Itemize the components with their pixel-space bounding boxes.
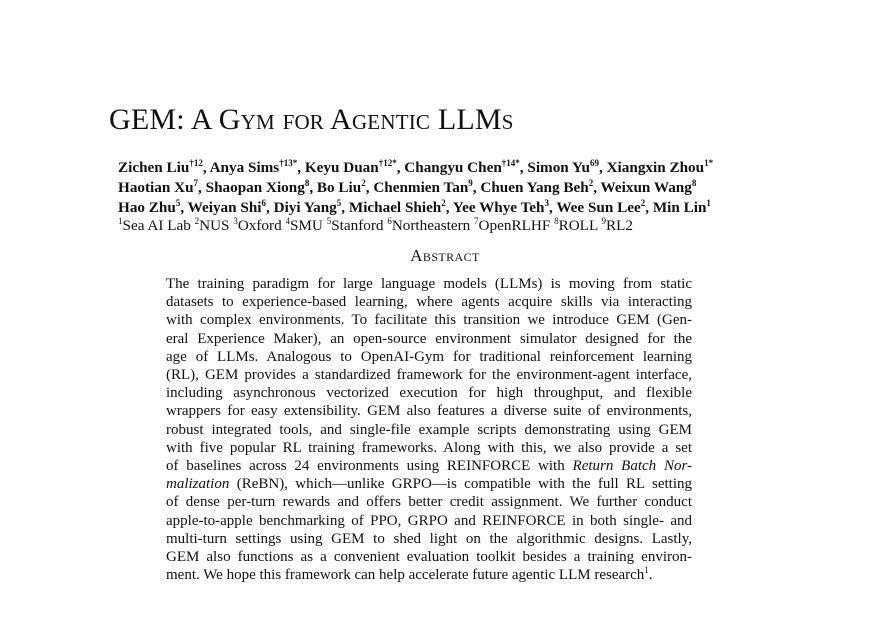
abstract-line: [166, 457, 692, 475]
abstract-line: of dense per-turn rewards and offers better credit assignment. We further conduct: [166, 494, 692, 511]
affiliation-item: [601, 217, 633, 234]
affiliation-marker: 7: [474, 216, 479, 226]
author-name-text: Changyu Chen: [404, 159, 502, 176]
author-name-text: Shaopan Xiong: [205, 179, 305, 196]
author-name-text: Weixun Wang: [600, 179, 692, 196]
abstract-line: [166, 566, 692, 584]
affiliation-name: Northeastern: [391, 217, 471, 234]
author-name: [349, 199, 446, 216]
author-name-text: Min Lin: [652, 199, 707, 216]
author-name: [210, 159, 298, 176]
affiliation-item: [195, 217, 230, 234]
author-name-text: Weiyan Shi: [187, 199, 262, 216]
abstract-line: GEM also functions as a convenient evaluation toolkit besides a training environ-: [166, 549, 692, 566]
author-name-text: Anya Sims: [209, 159, 280, 176]
affiliation-item: [327, 217, 384, 234]
author-affiliation-marker[interactable]: 8: [691, 178, 697, 188]
affiliation-list: [118, 216, 818, 236]
author-affiliation-marker[interactable]: 8: [304, 178, 310, 188]
author-name-text: Wee Sun Lee: [556, 199, 641, 216]
author-affiliation-marker[interactable]: 7: [193, 178, 199, 188]
author-name: [373, 179, 472, 196]
abstract-body: [166, 275, 692, 584]
author-line: Haotian Xu$^7$, Shaopan Xiong$^8$, Bo Liu$^2$, Chenmien Tan$^9$, Chuen Yang Beh$^2$, Weixun Wang$^8$: [118, 178, 697, 196]
affiliation-marker: 2: [194, 216, 200, 226]
affiliation-name: Oxford: [237, 217, 282, 234]
abstract-line: datasets to experience-based learning, where agents acquire skills via interacting: [166, 294, 692, 311]
author-name-text: Diyi Yang: [273, 199, 337, 216]
abstract-line: including asynchronous vectorized execution for high throughput, and flexible: [166, 385, 692, 402]
affiliation-marker: 9: [601, 216, 606, 226]
affiliation-item: [233, 217, 281, 234]
affiliation-name: ROLL: [558, 217, 598, 234]
author-affiliation-marker[interactable]: 5: [336, 198, 342, 208]
author-name: [317, 179, 366, 196]
author-affiliation-marker[interactable]: †13*: [279, 158, 298, 168]
abstract-line: with five popular RL training frameworks. Along with this, we also provide a set: [166, 439, 692, 456]
author-list: [118, 158, 818, 218]
author-name-text: Yee Whye Teh: [452, 199, 545, 216]
author-name-text: Keyu Duan: [304, 159, 379, 176]
author-name-text: Chenmien Tan: [373, 179, 469, 196]
author-affiliation-marker[interactable]: †12: [189, 158, 203, 168]
author-name: [480, 179, 593, 196]
abstract-heading: Abstract: [410, 246, 480, 265]
author-name-text: Haotian Xu: [118, 179, 194, 196]
affiliation-name: Sea AI Lab: [122, 217, 191, 234]
author-affiliation-marker[interactable]: 3: [544, 198, 549, 208]
author-name: [404, 159, 520, 176]
author-name-text: Simon Yu: [527, 159, 590, 176]
author-name: [188, 199, 266, 216]
author-name-text: Hao Zhu: [118, 199, 176, 216]
affiliation-name: RL2: [605, 217, 633, 234]
author-name: [118, 199, 180, 216]
author-line: Hao Zhu$^5$, Weiyan Shi$^6$, Diyi Yang$^5$, Michael Shieh$^2$, Yee Whye Teh$^3$, Wee Sun Lee$^2$, Min Lin$^1$: [118, 198, 711, 216]
abstract-text: .: [648, 567, 653, 584]
abstract-emphasis: malization: [166, 476, 230, 493]
abstract-line: wrappers for easy extensibility. GEM also features a diverse suite of environments,: [166, 403, 692, 420]
affiliation-item: [474, 217, 550, 234]
affiliation-name: Stanford: [331, 217, 384, 234]
author-name-text: Bo Liu: [316, 179, 362, 196]
affiliation-item: [118, 217, 191, 234]
abstract-line: age of LLMs. Analogous to OpenAI-Gym for traditional reinforcement learning: [166, 348, 692, 365]
author-affiliation-marker[interactable]: 2: [640, 198, 646, 208]
abstract-line: (RL), GEM provides a standardized framework for the environment-agent interface,: [166, 367, 692, 384]
affiliation-marker: 3: [233, 216, 238, 226]
author-name: [305, 159, 397, 176]
author-name: [206, 179, 310, 196]
affiliation-marker: 5: [326, 216, 332, 226]
author-name: [453, 199, 549, 216]
author-name-text: Xiangxin Zhou: [606, 159, 705, 176]
author-line: Zichen Liu$^{\dagger 12}$, Anya Sims$^{\dagger 13*}$, Keyu Duan$^{\dagger 12*}$, Changyu Chen$^{\dagger 14*}$, Simon Yu$^{69}$, Xiangxin Zhou$^{1*}$: [118, 158, 714, 176]
affiliation-item: [387, 217, 470, 234]
abstract-line: [166, 475, 692, 493]
author-name: [118, 179, 198, 196]
affiliation-name: OpenRLHF: [478, 217, 551, 234]
author-name: [527, 159, 599, 176]
abstract-text: ment. We hope this framework can help accelerate future agentic LLM research: [166, 567, 645, 584]
abstract-emphasis: Return Batch Nor-: [572, 458, 692, 475]
author-affiliation-marker[interactable]: †14*: [501, 158, 520, 168]
author-name-text: Zichen Liu: [118, 159, 190, 176]
abstract-text: (ReBN), which—unlike GRPO—is compatible with the full RL setting: [229, 476, 692, 493]
author-affiliation-marker[interactable]: 6: [261, 198, 267, 208]
author-affiliation-marker[interactable]: 1*: [704, 158, 714, 168]
affiliation-marker: 6: [387, 216, 392, 226]
affiliation-marker: 1: [118, 216, 123, 226]
affiliation-name: NUS: [199, 217, 230, 234]
author-name-text: Michael Shieh: [348, 199, 442, 216]
author-name: [653, 199, 711, 216]
affiliation-item: [554, 217, 598, 234]
abstract-line: robust integrated tools, and single-file example scripts demonstrating using GEM: [166, 421, 692, 438]
author-affiliation-marker[interactable]: 9: [468, 178, 473, 188]
abstract-line: apple-to-apple benchmarking of PPO, GRPO and REINFORCE in both single- and: [166, 512, 692, 529]
author-affiliation-marker[interactable]: 69: [590, 158, 599, 168]
author-affiliation-marker[interactable]: 5: [175, 198, 181, 208]
abstract-line: eral Experience Maker), an open-source environment simulator designed for the: [166, 330, 692, 347]
author-affiliation-marker[interactable]: 1: [706, 198, 711, 208]
author-affiliation-marker[interactable]: 2: [441, 198, 446, 208]
abstract-line: multi-turn settings using GEM to shed light on the algorithmic designs. Lastly,: [166, 530, 692, 547]
affiliation-marker: 8: [554, 216, 559, 226]
abstract-line: The training paradigm for large language models (LLMs) is moving from static: [166, 276, 692, 292]
affiliation-marker: 4: [285, 216, 290, 226]
author-affiliation-marker[interactable]: 2: [588, 178, 594, 188]
affiliation-name: SMU: [289, 217, 323, 234]
abstract-text: of baselines across 24 environments using REINFORCE with: [166, 458, 573, 475]
author-name: [601, 179, 697, 196]
author-affiliation-marker[interactable]: 2: [361, 178, 366, 188]
author-affiliation-marker[interactable]: †12*: [378, 158, 397, 168]
affiliation-item: [285, 217, 322, 234]
footnote-marker[interactable]: 1: [644, 565, 649, 576]
author-name-text: Chuen Yang Beh: [480, 179, 589, 196]
author-name: [607, 159, 714, 176]
author-name: [118, 159, 203, 176]
author-name: [274, 199, 342, 216]
author-name: [556, 199, 645, 216]
abstract-line: with complex environments. To facilitate this transition we introduce GEM (Gen-: [166, 312, 692, 329]
paper-title: GEM: A Gym for Agentic LLMs: [109, 103, 514, 136]
